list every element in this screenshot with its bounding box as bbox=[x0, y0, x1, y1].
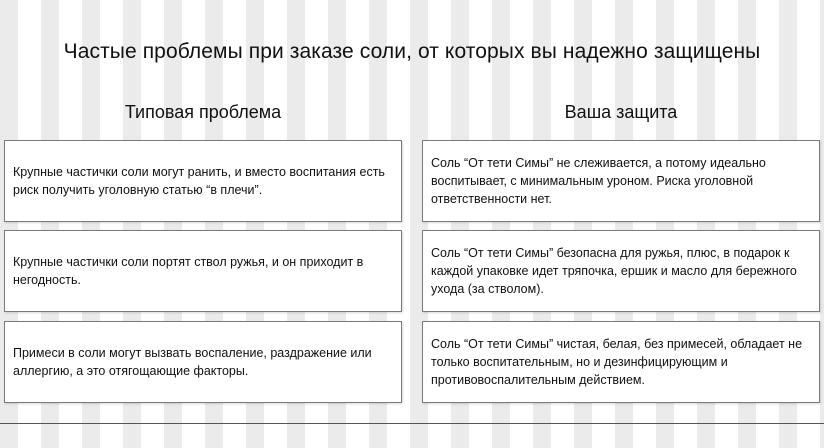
column-header-problem: Типовая проблема bbox=[124, 102, 282, 122]
problem-card-2 bbox=[4, 230, 402, 312]
page-title: Частые проблемы при заказе соли, от которых вы надежно защищены bbox=[63, 40, 761, 63]
column-header-protection: Ваша защита bbox=[564, 102, 678, 122]
problem-text: Крупные частички соли портят ствол ружья, и он приходит в негодность. bbox=[13, 255, 364, 287]
protection-card-1 bbox=[422, 140, 820, 222]
problem-card-1 bbox=[4, 140, 402, 222]
problem-text: Крупные частички соли могут ранить, и вместо воспитания есть риск получить уголовную статью “в плечи”. bbox=[13, 165, 385, 197]
protection-card-2 bbox=[422, 230, 820, 312]
protection-text: Соль “От тети Симы” не слеживается, а потому идеально воспитывает, с минимальным уроном. Риска уголовной ответственности нет. bbox=[431, 156, 766, 206]
problem-card-3 bbox=[4, 321, 402, 403]
protection-card-3 bbox=[422, 321, 820, 403]
problem-text: Примеси в соли могут вызвать воспаление, раздражение или аллергию, а это отягощающие факторы. bbox=[13, 346, 372, 378]
bottom-divider bbox=[0, 423, 824, 424]
protection-text: Соль “От тети Симы” чистая, белая, без примесей, обладает не только воспитательным, но и дезинфицирующим и противовоспалительным действием. bbox=[431, 337, 803, 387]
protection-text: Соль “От тети Симы” безопасна для ружья, плюс, в подарок к каждой упаковке идет тряпочка, ершик и масло для бережного ухода (за стволом). bbox=[431, 246, 797, 296]
